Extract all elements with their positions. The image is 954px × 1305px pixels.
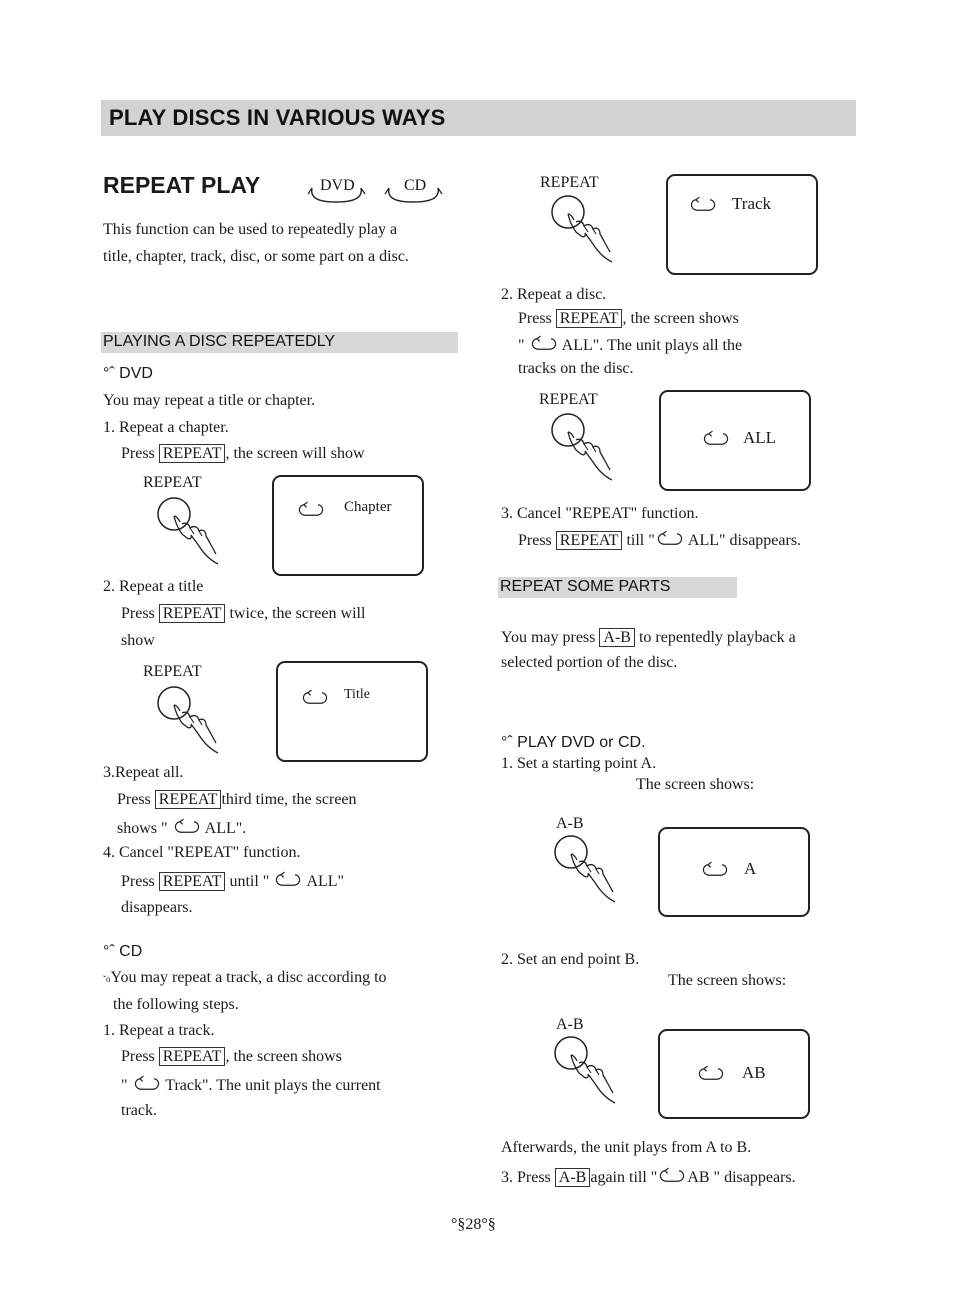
cd-step1-line2-post: Track". The unit plays the current (165, 1077, 381, 1094)
step2-post: twice, the screen will (229, 605, 366, 622)
r-step3-post: ALL" disappears. (687, 532, 802, 549)
hand-press-icon (548, 192, 628, 272)
repeat-icon (172, 818, 202, 836)
step3-text (117, 791, 357, 809)
repeat-icon (655, 530, 685, 548)
cd-step1-text-2 (121, 1075, 381, 1095)
repeat-icon (300, 689, 330, 707)
repeat-key-label: REPEAT (155, 790, 222, 809)
r-step2-line2-post: ALL". The unit plays all the (561, 337, 743, 354)
intro-line-2: title, chapter, track, disc, or some part on a disc. (103, 248, 409, 265)
ab-step2-note: The screen shows: (668, 972, 787, 989)
step2-text (121, 605, 365, 623)
screen-a-label: A (744, 859, 757, 878)
repeat-icon (657, 1167, 687, 1185)
repeat-icon (273, 871, 303, 889)
dvd-badge (306, 174, 368, 206)
r-step2-text-3: tracks on the disc. (518, 360, 634, 377)
ab-step3-mid: again till " (590, 1169, 658, 1186)
repeat-button-label: REPEAT (539, 391, 598, 408)
ab-step3-post: AB " disappears. (687, 1169, 796, 1186)
repeat-icon (696, 1065, 726, 1083)
step3-title: 3.Repeat all. (103, 764, 184, 781)
dvd-heading: °ˆ DVD (103, 365, 153, 382)
screen-title-label: Title (344, 687, 370, 702)
ab-step3-text (501, 1167, 796, 1187)
screen-all-label: ALL (743, 428, 777, 447)
section-repeat-some-parts (498, 577, 737, 598)
ab-step1-note: The screen shows: (636, 776, 755, 793)
screen-title (276, 661, 428, 762)
r-step2-line2-pre: " (518, 337, 525, 354)
cd-badge (383, 174, 445, 206)
cd-step1-text (121, 1048, 342, 1066)
repeat-icon (529, 335, 559, 353)
repeat-button-label: REPEAT (143, 474, 202, 491)
hand-press-icon (154, 494, 234, 574)
step1-post: , the screen will show (225, 445, 365, 462)
intro-line-1: This function can be used to repeatedly play a (103, 221, 398, 238)
ab-step3-pre: 3. Press (501, 1169, 551, 1186)
step3-line2-pre: shows " (117, 820, 168, 837)
cd-intro-mark: ˇo (103, 974, 111, 984)
cd-badge-label: CD (404, 177, 427, 194)
ab-intro-post: to repentedly playback a (638, 629, 796, 646)
dvd-badge-label: DVD (320, 177, 355, 194)
repeat-key-label: REPEAT (159, 1047, 226, 1066)
repeat-icon (296, 501, 326, 519)
screen-all (659, 390, 811, 491)
page-header-title: PLAY DISCS IN VARIOUS WAYS (109, 105, 446, 130)
ab-key-label: A-B (555, 1168, 591, 1187)
r-step2-press: Press (518, 310, 552, 327)
ab-button-label: A-B (556, 815, 584, 832)
repeat-key-label: REPEAT (556, 531, 623, 550)
r-step3-press: Press (518, 532, 552, 549)
hand-press-icon (551, 1033, 631, 1113)
step1-title: 1. Repeat a chapter. (103, 419, 229, 436)
step4-mid: until " (229, 873, 270, 890)
r-step2-title: 2. Repeat a disc. (501, 286, 607, 303)
repeat-icon (701, 430, 731, 448)
repeat-key-label: REPEAT (556, 309, 623, 328)
ab-button-label: A-B (556, 1016, 584, 1033)
repeat-key-label: REPEAT (159, 444, 226, 463)
screen-track-label: Track (732, 194, 772, 213)
ab-step1: 1. Set a starting point A. (501, 755, 657, 772)
hand-press-icon (551, 832, 631, 912)
repeat-button-label: REPEAT (143, 663, 202, 680)
step1-text (121, 445, 365, 463)
r-step3-mid: till " (626, 532, 655, 549)
screen-a (658, 827, 810, 917)
step3-post: third time, the screen (221, 791, 357, 808)
ab-key-label: A-B (599, 628, 635, 647)
screen-ab-label: AB (742, 1063, 766, 1082)
hand-press-icon (548, 410, 628, 490)
step2-text-2: show (121, 632, 155, 649)
repeat-icon (700, 861, 730, 879)
cd-step1-text-3: track. (121, 1102, 157, 1119)
repeat-icon (132, 1075, 162, 1093)
screen-chapter-label: Chapter (344, 499, 392, 515)
screen-chapter (272, 475, 424, 576)
r-step3-text (518, 530, 801, 550)
step4-text (121, 871, 344, 891)
cd-step1-press: Press (121, 1048, 155, 1065)
repeat-play-title: REPEAT PLAY (103, 172, 261, 198)
r-step2-text-2 (518, 335, 742, 355)
page-number: °§28°§ (451, 1216, 496, 1233)
hand-press-icon (154, 683, 234, 763)
ab-step2: 2. Set an end point B. (501, 951, 640, 968)
afterwards-text: Afterwards, the unit plays from A to B. (501, 1139, 752, 1156)
ab-intro-2: selected portion of the disc. (501, 654, 678, 671)
cd-step1-title: 1. Repeat a track. (103, 1022, 215, 1039)
ab-intro-pre: You may press (501, 629, 596, 646)
step4-title: 4. Cancel "REPEAT" function. (103, 844, 301, 861)
step2-title: 2. Repeat a title (103, 578, 204, 595)
play-dvd-cd-heading: °ˆ PLAY DVD or CD. (501, 734, 646, 751)
section-playing-repeatedly-title: PLAYING A DISC REPEATEDLY (103, 333, 336, 350)
r-step2-text (518, 310, 739, 328)
section-repeat-some-parts-title: REPEAT SOME PARTS (500, 578, 671, 595)
step3-press: Press (117, 791, 151, 808)
cd-step1-line2-pre: " (121, 1077, 128, 1094)
r-step3-title: 3. Cancel "REPEAT" function. (501, 505, 699, 522)
step1-press: Press (121, 445, 155, 462)
cd-step1-post: , the screen shows (225, 1048, 342, 1065)
step4-press: Press (121, 873, 155, 890)
cd-intro-1 (103, 969, 387, 987)
ab-intro (501, 629, 796, 647)
repeat-key-label: REPEAT (159, 872, 226, 891)
cd-intro-1-text: You may repeat a track, a disc according to (110, 969, 387, 986)
repeat-key-label: REPEAT (159, 604, 226, 623)
step3-line2-post: ALL". (204, 820, 247, 837)
repeat-icon (688, 196, 718, 214)
dvd-intro: You may repeat a title or chapter. (103, 392, 316, 409)
cd-intro-2: the following steps. (113, 996, 239, 1013)
screen-ab (658, 1029, 810, 1119)
step4-post: ALL" (306, 873, 345, 890)
screen-track (666, 174, 818, 275)
step3-text-2 (117, 818, 246, 838)
section-playing-repeatedly (101, 332, 458, 353)
step2-press: Press (121, 605, 155, 622)
cd-heading: °ˆ CD (103, 943, 143, 960)
repeat-button-label: REPEAT (540, 174, 599, 191)
page-header-banner (101, 100, 856, 136)
r-step2-post: , the screen shows (622, 310, 739, 327)
step4-text-2: disappears. (121, 899, 193, 916)
